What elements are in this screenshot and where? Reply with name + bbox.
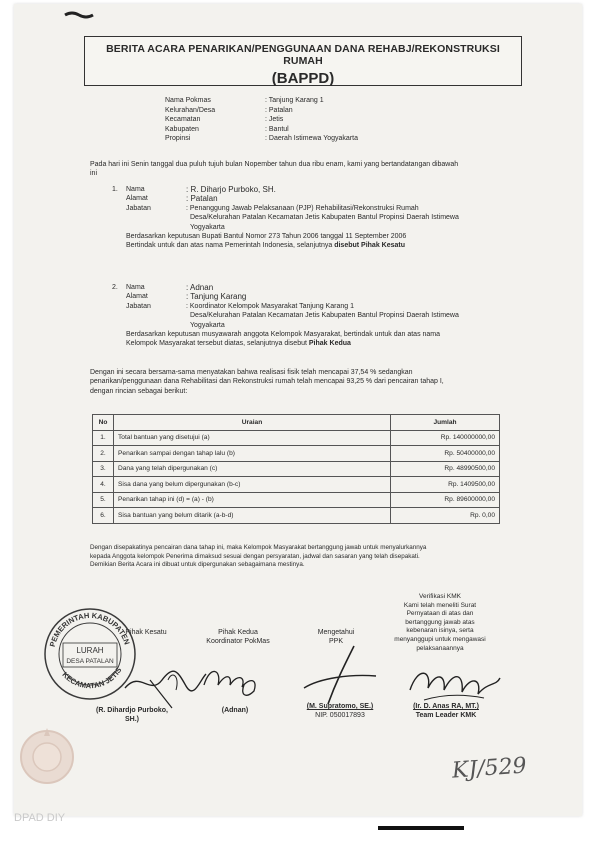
statement-paragraph: Dengan ini secara bersama-sama menyatakan bahwa realisasi fisik telah mencapai 37,54 % sedangkan penarikan/penggunaan dana Rehabilitasi dan Rekonstruksi rumah telah mencapai 93,25 % dari pencairan tahap I, dengan rincian sebagai berikut: [90,369,444,395]
document-acronym: (BAPPD) [271,70,335,87]
table-row: 5. Penarikan tahap ini (d) = (a) - (b) Rp. 89600000,00 [93,492,500,508]
fund-table [92,414,500,524]
ppk-name: (M. Supratomo, SE.) NIP. 050017893 [306,703,374,719]
table-row: 6. Sisa bantuan yang belum ditarik (a-b-d) Rp. 0,00 [93,508,500,524]
pihak-kesatu-name: (R. Dihardjo Purboko, SH.) [96,707,168,723]
archive-logo-icon [16,722,78,792]
svg-text:PEMERINTAH KABUPATEN: PEMERINTAH KABUPATEN [47,610,132,648]
pihak-kesatu-signature [120,650,210,710]
handwritten-reference: KJ/529 [451,753,528,784]
party-two: 2. Nama : Adnan Alamat : Tanjung Karang Jabatan : Koordinator Kelompok Masyarakat Tanjung Karang 1 Desa/Kelurahan Patalan Kecamatan Jetis Kabupaten Bantul Propinsi Daerah Istimewa Yogyakarta Berdasarkan keputusan musyawarah anggota Kelompok Masyarakat, bertindak untuk dan atas nama Kelompok Masyarakat tersebut diatas, selanjutnya disebut Pihak Kedua [112,283,459,348]
ppk-title: Mengetahui PPK [317,629,355,645]
svg-text:LURAH: LURAH [76,646,104,655]
table-row: 1. Total bantuan yang disetujui (a) Rp. 140000000,00 [93,430,500,446]
table-row: 3. Dana yang telah dipergunakan (c) Rp. 48990500,00 [93,461,500,477]
table-row: 2. Penarikan sampai dengan tahap lalu (b) Rp. 50400000,00 [93,446,500,462]
svg-text:DESA PATALAN: DESA PATALAN [66,658,114,665]
party-one: 1. Nama : R. Diharjo Purboko, SH. Alamat : Patalan Jabatan : Penanggung Jawab Pelaksanaan (PJP) Rehabilitasi/Rekonstruksi Rumah Desa/Kelurahan Patalan Kecamatan Jetis Kabupaten Bantul Propinsi Daerah Istimewa Yogyakarta Berdasarkan keputusan Bupati Bantul Nomor 273 Tahun 2006 tanggal 11 September 2006 Bertindak untuk dan atas nama Pemerintah Indonesia, selanjutnya disebut Pihak Kesatu [112,185,459,250]
bottom-bar [378,826,464,830]
document-title: BERITA ACARA PENARIKAN/PENGGUNAAN DANA REHABJ/REKONSTRUKSI RUMAH [106,43,500,67]
pihak-kedua-signature [200,655,270,699]
kmk-signature [404,660,504,706]
ink-smudge [64,10,94,20]
ppk-signature [300,642,380,708]
info-row: Kabupaten : Bantul [165,125,289,133]
closing-paragraph: Dengan disepakatinya pencairan dana tahap ini, maka Kelompok Masyarakat bertanggung jawab untuk menyalurkannya kepada Anggota kelompok Penerima dimaksud sesuai dengan persyaratan, jadwal dan sasaran yang telah disepakati. Demikian Berita Acara ini dibuat untuk dipergunakan sebagaimana mestinya. [90,544,427,569]
info-row: Nama Pokmas : Tanjung Karang 1 [165,97,324,104]
kmk-name: (Ir. D. Anas RA, MT.) Team Leader KMK [413,703,479,719]
table-row: 4. Sisa dana yang belum dipergunakan (b-c) Rp. 1409500,00 [93,477,500,493]
intro-paragraph: Pada hari ini Senin tanggal dua puluh tujuh bulan Nopember tahun dua ribu enam, kami yang bertandatangan dibawah ini [90,161,459,178]
info-row: Kecamatan : Jetis [165,116,284,124]
table-header-row: No Uraian Jumlah [93,415,500,431]
archive-watermark: DPAD DIY [14,812,66,824]
kmk-verification: Verifikasi KMK Kami telah meneliti Surat Pernyataan di atas dan bertanggung jawab atas kebenaran isinya, serta menyanggupi untuk mengawasi pelaksanaannya [394,593,486,652]
pokmas-info [165,96,358,144]
party-one-name: : R. Diharjo Purboko, SH. [186,185,276,194]
svg-text:KECAMATAN JETIS: KECAMATAN JETIS [60,665,124,691]
info-row: Propinsi : Daerah Istimewa Yogyakarta [165,135,358,143]
document-title-box [84,36,522,86]
pihak-kedua-title: Pihak Kedua Koordinator PokMas [206,629,270,645]
party-two-name: : Adnan [186,283,214,292]
info-row: Kelurahan/Desa : Patalan [165,106,293,114]
pihak-kedua-name: (Adnan) [221,707,249,714]
pihak-kesatu-title: Pihak Kesatu [125,629,167,636]
